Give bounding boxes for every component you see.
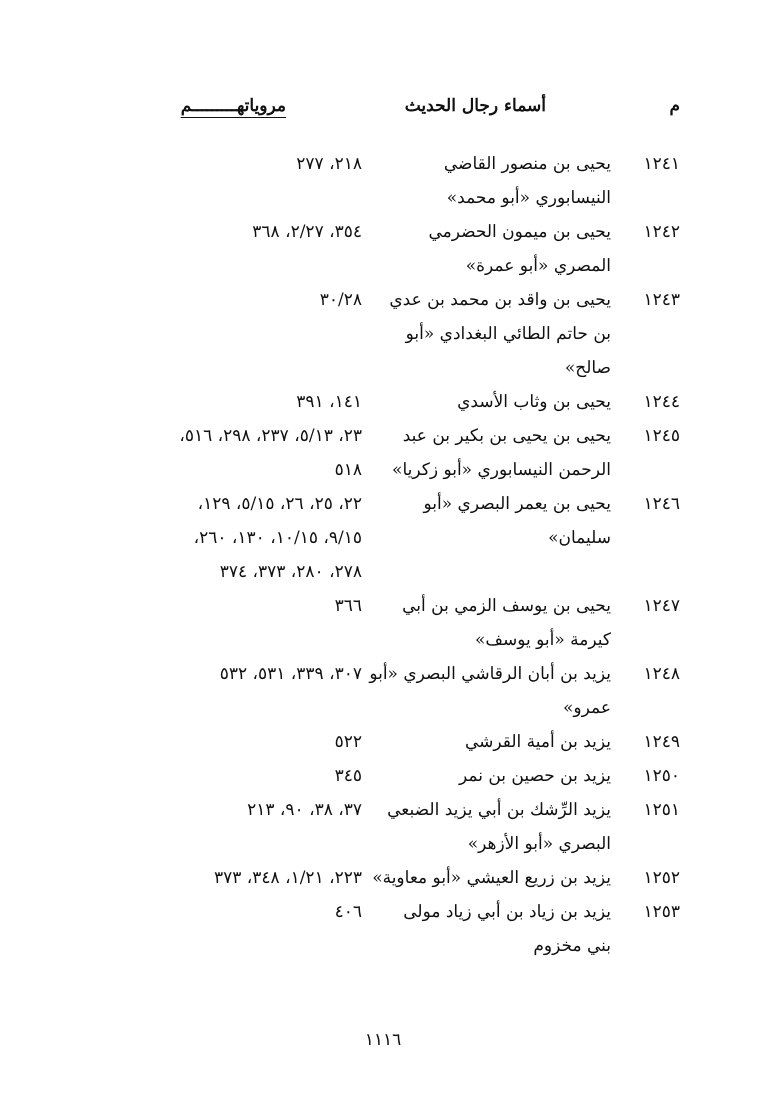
entry-number-text: ١٢٤٩ bbox=[643, 732, 680, 752]
entry-number bbox=[620, 793, 680, 827]
narrator-name bbox=[366, 861, 611, 895]
narrations-line: ٥٢٢ bbox=[334, 732, 362, 752]
page-number: ١١١٦ bbox=[364, 1030, 402, 1050]
narrations-line: ٢٢، ٢٥، ٢٦، ٥/١٥، ١٢٩، bbox=[197, 494, 362, 514]
entry-number-text: ١٢٥٣ bbox=[643, 902, 680, 922]
narrator-name-line: صالح» bbox=[564, 358, 611, 378]
narrator-name bbox=[366, 725, 611, 759]
narrator-name-line: بن حاتم الطائي البغدادي «أبو bbox=[405, 324, 611, 344]
narrations-line: ٩/١٥، ١٠/١٥، ١٣٠، ٢٦٠، bbox=[193, 528, 362, 548]
narrations-line: ٣٥٤، ٢/٢٧، ٣٦٨ bbox=[252, 222, 362, 242]
narrator-name-line: يحيى بن واقد بن محمد بن عدي bbox=[389, 290, 611, 310]
narrations bbox=[90, 793, 362, 827]
entry-number-text: ١٢٤٣ bbox=[643, 290, 680, 310]
narrator-name bbox=[366, 215, 611, 283]
entry-number bbox=[620, 759, 680, 793]
entry-number-text: ١٢٤٧ bbox=[643, 596, 680, 616]
narrator-name bbox=[366, 487, 611, 555]
narrator-name-line: بني مخزوم bbox=[533, 936, 611, 956]
column-header-names: أسماء رجال الحديث bbox=[404, 96, 546, 116]
narrations bbox=[90, 895, 362, 929]
narrator-name-line: يحيى بن يوسف الزمي بن أبي bbox=[402, 596, 611, 616]
narrations-line: ٢٢٣، ١/٢١، ٣٤٨، ٣٧٣ bbox=[213, 868, 362, 888]
column-header-number: م bbox=[669, 96, 680, 116]
entry-number-text: ١٢٤٤ bbox=[643, 392, 680, 412]
narrations bbox=[90, 147, 362, 181]
narrations-line: ٥١٨ bbox=[334, 460, 362, 480]
narrator-name-line: الرحمن النيسابوري «أبو زكريا» bbox=[392, 460, 611, 480]
narrations-line: ٢٧٨، ٢٨٠، ٣٧٣، ٣٧٤ bbox=[219, 562, 362, 582]
entry-number bbox=[620, 283, 680, 317]
narrations bbox=[90, 589, 362, 623]
narrations bbox=[90, 861, 362, 895]
narrations bbox=[90, 215, 362, 249]
narrator-name-line: يحيى بن منصور القاضي bbox=[443, 154, 611, 174]
narrator-name-line: يحيى بن يحيى بن بكير بن عبد bbox=[402, 426, 611, 446]
entry-number-text: ١٢٤٦ bbox=[643, 494, 680, 514]
entry-number-text: ١٢٥٢ bbox=[643, 868, 680, 888]
entry-number-text: ١٢٥٠ bbox=[643, 766, 680, 786]
narrator-name-line: البصري «أبو الأزهر» bbox=[467, 834, 611, 854]
entry-number-text: ١٢٤٥ bbox=[643, 426, 680, 446]
narrations bbox=[90, 419, 362, 487]
entry-number-text: ١٢٥١ bbox=[643, 800, 680, 820]
narrator-name-line: النيسابوري «أبو محمد» bbox=[446, 188, 611, 208]
narrator-name-line: يزيد الرِّشك بن أبي يزيد الضبعي bbox=[387, 800, 611, 820]
entry-number-text: ١٢٤١ bbox=[643, 154, 680, 174]
narrations bbox=[90, 487, 362, 589]
entry-number bbox=[620, 487, 680, 521]
narrations bbox=[90, 657, 362, 691]
narrations-line: ٣٧، ٣٨، ٩٠، ٢١٣ bbox=[247, 800, 362, 820]
narrations bbox=[90, 283, 362, 317]
narrator-name-line: يحيى بن يعمر البصري «أبو bbox=[423, 494, 611, 514]
narrator-name-line: عمرو» bbox=[563, 698, 611, 718]
narrations-line: ٣٠/٢٨ bbox=[319, 290, 362, 310]
narrator-name-line: المصري «أبو عمرة» bbox=[465, 256, 611, 276]
entry-number bbox=[620, 215, 680, 249]
narrations-line: ١٤١، ٣٩١ bbox=[296, 392, 362, 412]
narrator-name-line: يزيد بن زريع العيشي «أبو معاوية» bbox=[372, 868, 611, 888]
entry-number bbox=[620, 589, 680, 623]
narrator-name bbox=[366, 589, 611, 657]
narrator-name bbox=[366, 759, 611, 793]
narrator-name bbox=[366, 793, 611, 861]
narrations bbox=[90, 759, 362, 793]
narrator-name-line: يزيد بن زياد بن أبي زياد مولى bbox=[403, 902, 611, 922]
narrations-line: ٤٠٦ bbox=[334, 902, 362, 922]
narrator-name-line: كيرمة «أبو يوسف» bbox=[474, 630, 611, 650]
narrations-line: ٣٠٧، ٣٣٩، ٥٣١، ٥٣٢ bbox=[219, 664, 362, 684]
entry-number-text: ١٢٤٨ bbox=[643, 664, 680, 684]
narrations bbox=[90, 725, 362, 759]
narrations-line: ٣٦٦ bbox=[334, 596, 362, 616]
narrator-name bbox=[366, 419, 611, 487]
narrator-name bbox=[366, 895, 611, 963]
narrator-name-line: يحيى بن ميمون الحضرمي bbox=[428, 222, 611, 242]
narrator-name-line: يزيد بن أمية القرشي bbox=[464, 732, 611, 752]
narrations-line: ٣٤٥ bbox=[334, 766, 362, 786]
narrator-name-line: يزيد بن حصين بن نمر bbox=[459, 766, 611, 786]
narrator-name-line: يحيى بن وثاب الأسدي bbox=[457, 392, 611, 412]
narrator-name bbox=[366, 385, 611, 419]
narrator-name bbox=[366, 283, 611, 385]
narrator-name bbox=[366, 147, 611, 215]
entry-number bbox=[620, 861, 680, 895]
narrations-line: ٢١٨، ٢٧٧ bbox=[296, 154, 362, 174]
column-header-narrations: مروياتهـــــــــم bbox=[180, 96, 286, 116]
entry-number bbox=[620, 419, 680, 453]
narrator-name bbox=[366, 657, 611, 725]
narrator-name-line: سليمان» bbox=[548, 528, 611, 548]
entry-number bbox=[620, 147, 680, 181]
entry-number bbox=[620, 725, 680, 759]
entry-number bbox=[620, 657, 680, 691]
entry-number bbox=[620, 895, 680, 929]
narrations bbox=[90, 385, 362, 419]
entry-number-text: ١٢٤٢ bbox=[643, 222, 680, 242]
entry-number bbox=[620, 385, 680, 419]
narrations-line: ٢٣، ٥/١٣، ٢٣٧، ٢٩٨، ٥١٦، bbox=[179, 426, 362, 446]
narrator-name-line: يزيد بن أبان الرقاشي البصري «أبو bbox=[369, 664, 611, 684]
